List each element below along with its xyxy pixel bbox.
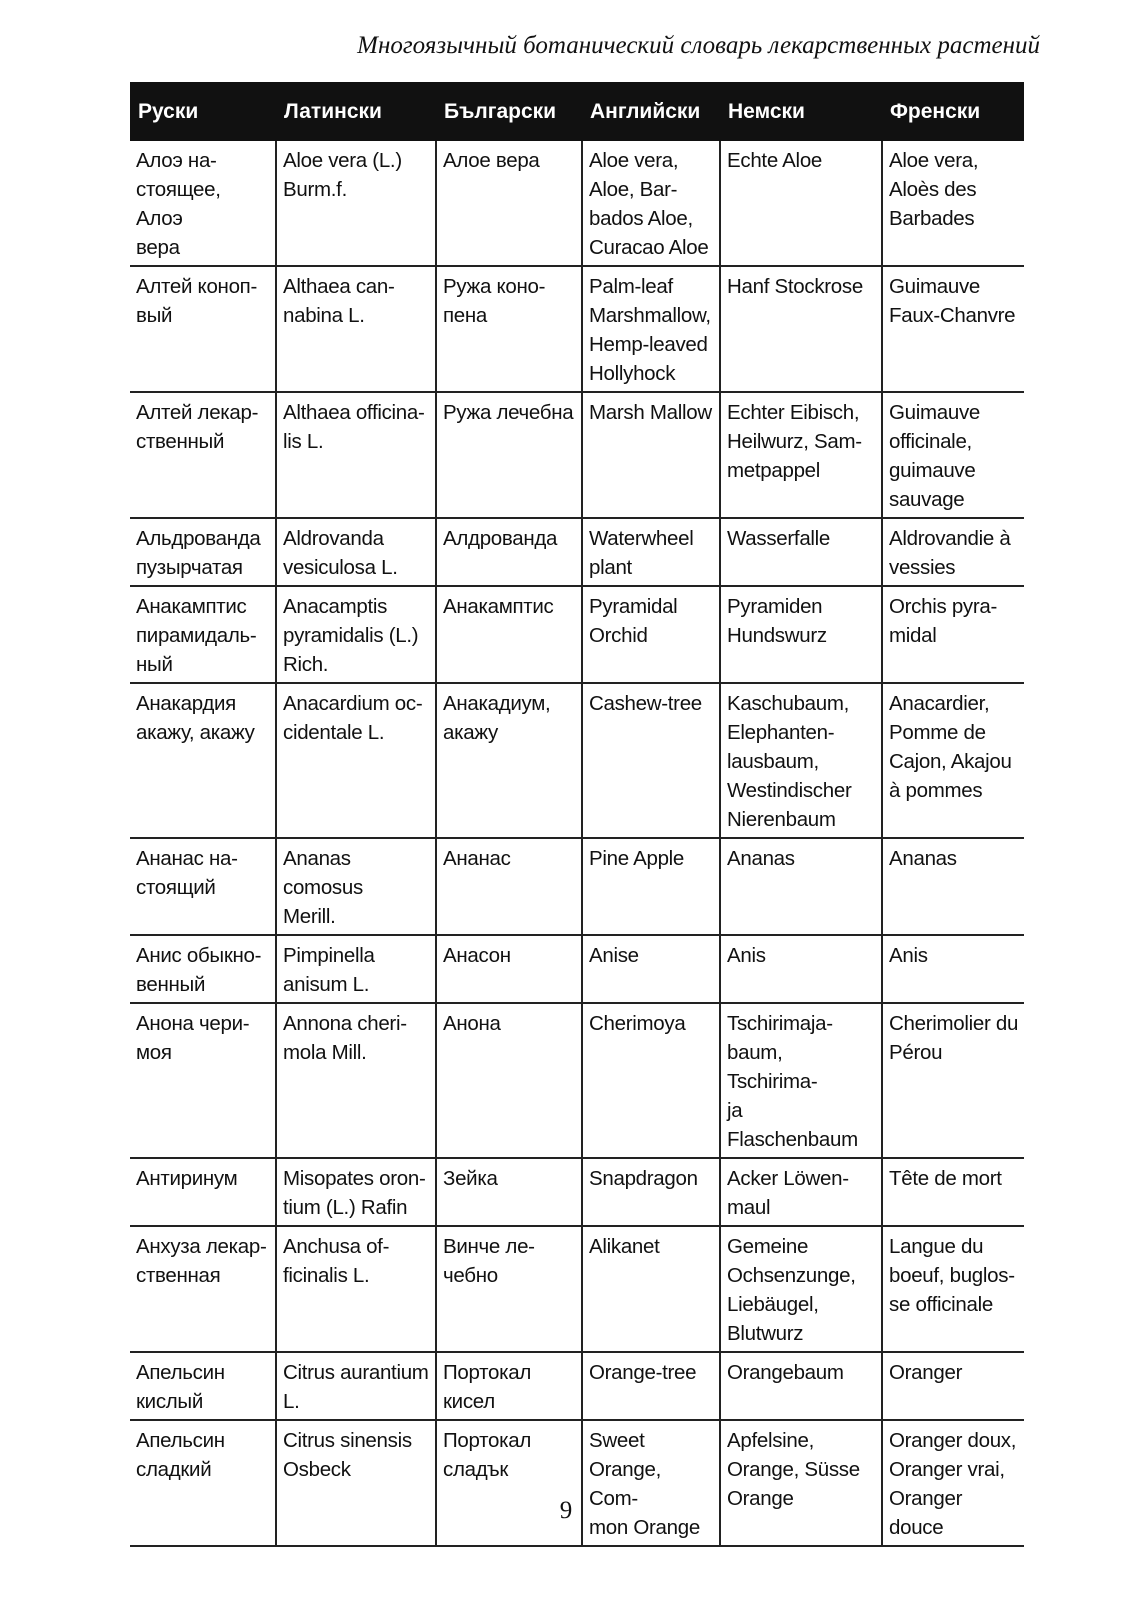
cell-german: Echter Eibisch, Heilwurz, Sam- metpappel bbox=[720, 392, 882, 518]
table-row bbox=[130, 141, 1024, 266]
cell-english: Pine Apple bbox=[582, 838, 720, 935]
cell-bulgarian: Портокал кисел bbox=[436, 1352, 582, 1420]
running-title: Многоязычный ботанический словарь лекарственных растений bbox=[357, 32, 1040, 59]
cell-russian: Апельсин кислый bbox=[130, 1352, 276, 1420]
cell-latin: Aldrovanda vesiculosa L. bbox=[276, 518, 436, 586]
cell-german: Gemeine Ochsenzunge, Liebäugel, Blutwurz bbox=[720, 1226, 882, 1352]
cell-russian: Анхуза лекар- ственная bbox=[130, 1226, 276, 1352]
cell-russian: Алтей коноп- вый bbox=[130, 266, 276, 392]
cell-latin: Pimpinella anisum L. bbox=[276, 935, 436, 1003]
cell-german: Apfelsine, Orange, Süsse Orange bbox=[720, 1420, 882, 1546]
table-row bbox=[130, 266, 1024, 392]
table-row bbox=[130, 683, 1024, 838]
cell-bulgarian: Анасон bbox=[436, 935, 582, 1003]
column-header-russian: Руски bbox=[130, 82, 276, 141]
cell-bulgarian: Ружа лечебна bbox=[436, 392, 582, 518]
table-row bbox=[130, 1226, 1024, 1352]
cell-russian: Анис обыкно- венный bbox=[130, 935, 276, 1003]
cell-latin: Ananas comosus Merill. bbox=[276, 838, 436, 935]
cell-german: Ananas bbox=[720, 838, 882, 935]
table-row bbox=[130, 1352, 1024, 1420]
table-header bbox=[130, 82, 1024, 141]
cell-french: Ananas bbox=[882, 838, 1024, 935]
cell-english: Sweet Orange, Com- mon Orange bbox=[582, 1420, 720, 1546]
cell-english: Pyramidal Orchid bbox=[582, 586, 720, 683]
cell-german: Kaschubaum, Elephanten- lausbaum, Westindischer Nierenbaum bbox=[720, 683, 882, 838]
column-header-german: Немски bbox=[720, 82, 882, 141]
table-row bbox=[130, 392, 1024, 518]
cell-german: Tschirimaja- baum, Tschirima- ja Flaschenbaum bbox=[720, 1003, 882, 1158]
cell-bulgarian: Винче ле- чебно bbox=[436, 1226, 582, 1352]
table-row bbox=[130, 586, 1024, 683]
cell-russian: Антиринум bbox=[130, 1158, 276, 1226]
cell-bulgarian: Ананас bbox=[436, 838, 582, 935]
cell-french: Langue du boeuf, buglos- se officinale bbox=[882, 1226, 1024, 1352]
table-row bbox=[130, 518, 1024, 586]
cell-french: Aldrovandie à vessies bbox=[882, 518, 1024, 586]
column-header-latin: Латински bbox=[276, 82, 436, 141]
cell-english: Orange-tree bbox=[582, 1352, 720, 1420]
cell-latin: Anchusa of- ficinalis L. bbox=[276, 1226, 436, 1352]
cell-english: Marsh Mallow bbox=[582, 392, 720, 518]
cell-bulgarian: Алое вера bbox=[436, 141, 582, 266]
cell-german: Hanf Stockrose bbox=[720, 266, 882, 392]
cell-russian: Ананас на- стоящий bbox=[130, 838, 276, 935]
cell-russian: Алоэ на- стоящее, Алоэ вера bbox=[130, 141, 276, 266]
header-row bbox=[130, 82, 1024, 141]
table-row bbox=[130, 1003, 1024, 1158]
cell-french: Oranger doux, Oranger vrai, Oranger douce bbox=[882, 1420, 1024, 1546]
cell-russian: Анакамптис пирамидаль- ный bbox=[130, 586, 276, 683]
cell-latin: Althaea officina- lis L. bbox=[276, 392, 436, 518]
table-row bbox=[130, 935, 1024, 1003]
cell-german: Wasserfalle bbox=[720, 518, 882, 586]
cell-english: Cashew-tree bbox=[582, 683, 720, 838]
cell-english: Palm-leaf Marshmallow, Hemp-leaved Hollyhock bbox=[582, 266, 720, 392]
table-row bbox=[130, 1420, 1024, 1546]
cell-french: Orchis pyra- midal bbox=[882, 586, 1024, 683]
cell-bulgarian: Анона bbox=[436, 1003, 582, 1158]
cell-german: Pyramiden Hundswurz bbox=[720, 586, 882, 683]
cell-english: Waterwheel plant bbox=[582, 518, 720, 586]
cell-latin: Anacamptis pyramidalis (L.) Rich. bbox=[276, 586, 436, 683]
column-header-bulgarian: Български bbox=[436, 82, 582, 141]
cell-french: Guimauve officinale, guimauve sauvage bbox=[882, 392, 1024, 518]
table-row bbox=[130, 838, 1024, 935]
column-header-english: Английски bbox=[582, 82, 720, 141]
cell-latin: Anacardium oc- cidentale L. bbox=[276, 683, 436, 838]
cell-english: Anise bbox=[582, 935, 720, 1003]
cell-latin: Citrus aurantium L. bbox=[276, 1352, 436, 1420]
dictionary-table-container bbox=[130, 82, 1024, 1547]
cell-french: Oranger bbox=[882, 1352, 1024, 1420]
cell-russian: Алтей лекар- ственный bbox=[130, 392, 276, 518]
cell-russian: Альдрованда пузырчатая bbox=[130, 518, 276, 586]
cell-latin: Citrus sinensis Osbeck bbox=[276, 1420, 436, 1546]
cell-french: Guimauve Faux-Chanvre bbox=[882, 266, 1024, 392]
cell-bulgarian: Портокал сладък bbox=[436, 1420, 582, 1546]
cell-latin: Althaea can- nabina L. bbox=[276, 266, 436, 392]
cell-english: Snapdragon bbox=[582, 1158, 720, 1226]
cell-bulgarian: Анакамптис bbox=[436, 586, 582, 683]
cell-french: Aloe vera, Aloès des Barbades bbox=[882, 141, 1024, 266]
column-header-french: Френски bbox=[882, 82, 1024, 141]
cell-bulgarian: Анакадиум, акажу bbox=[436, 683, 582, 838]
cell-german: Anis bbox=[720, 935, 882, 1003]
cell-english: Cherimoya bbox=[582, 1003, 720, 1158]
dictionary-table bbox=[130, 82, 1024, 1547]
table-body bbox=[130, 141, 1024, 1546]
cell-russian: Анакардия акажу, акажу bbox=[130, 683, 276, 838]
cell-russian: Анона чери- моя bbox=[130, 1003, 276, 1158]
cell-latin: Annona cheri- mola Mill. bbox=[276, 1003, 436, 1158]
cell-german: Acker Löwen- maul bbox=[720, 1158, 882, 1226]
cell-french: Cherimolier du Pérou bbox=[882, 1003, 1024, 1158]
cell-russian: Апельсин сладкий bbox=[130, 1420, 276, 1546]
cell-german: Echte Aloe bbox=[720, 141, 882, 266]
cell-bulgarian: Зейка bbox=[436, 1158, 582, 1226]
cell-bulgarian: Алдрованда bbox=[436, 518, 582, 586]
cell-german: Orangebaum bbox=[720, 1352, 882, 1420]
cell-bulgarian: Ружа коно- пена bbox=[436, 266, 582, 392]
cell-english: Aloe vera, Aloe, Bar- bados Aloe, Curacao Aloe bbox=[582, 141, 720, 266]
cell-latin: Misopates oron- tium (L.) Rafin bbox=[276, 1158, 436, 1226]
cell-english: Alikanet bbox=[582, 1226, 720, 1352]
cell-french: Tête de mort bbox=[882, 1158, 1024, 1226]
page-number: 9 bbox=[559, 1497, 573, 1524]
cell-latin: Aloe vera (L.) Burm.f. bbox=[276, 141, 436, 266]
cell-french: Anis bbox=[882, 935, 1024, 1003]
cell-french: Anacardier, Pomme de Cajon, Akajou à pommes bbox=[882, 683, 1024, 838]
table-row bbox=[130, 1158, 1024, 1226]
